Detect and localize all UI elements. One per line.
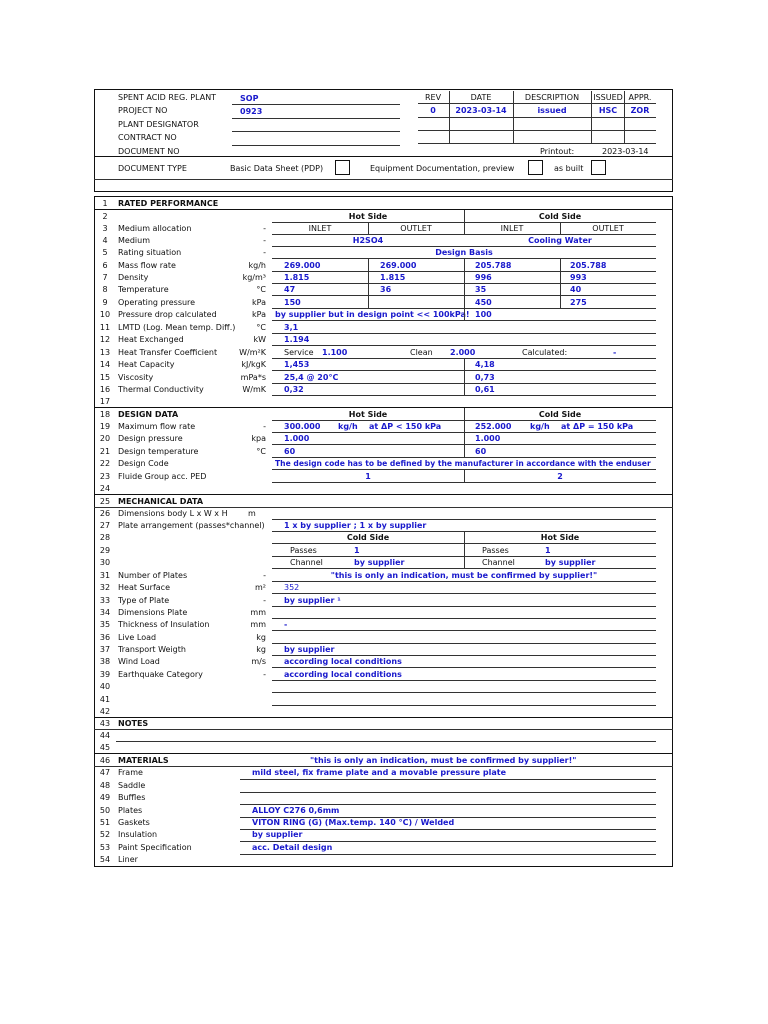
- channel-hot-label: Channel: [482, 558, 515, 567]
- htc-service-value: 1.100: [322, 348, 348, 357]
- row-number: 36: [99, 633, 111, 642]
- row-number: 53: [99, 843, 111, 852]
- section-title-rated: RATED PERFORMANCE: [118, 199, 219, 208]
- row-number: 1: [102, 199, 108, 208]
- row-number: 46: [99, 756, 111, 765]
- row-number: 21: [99, 447, 111, 456]
- row-number: 2: [102, 212, 108, 221]
- row-number: 52: [99, 830, 111, 839]
- design-pressure-unit: kpa: [251, 434, 266, 443]
- checkbox-as-built[interactable]: [591, 160, 606, 175]
- rated-row-unit: W/m²K: [239, 348, 266, 357]
- row-number: 6: [102, 261, 108, 270]
- cold-max-flow-unit: kg/h: [530, 422, 550, 431]
- section-title-materials: MATERIALS: [118, 756, 169, 765]
- rated-row-unit: °C: [256, 323, 266, 332]
- row-number: 41: [99, 695, 111, 704]
- row-number: 20: [99, 434, 111, 443]
- row-number: 27: [99, 521, 111, 530]
- mass-flow-cold-inlet: 205.788: [475, 261, 512, 270]
- rated-row-unit: kW: [253, 335, 266, 344]
- temp-hot-outlet: 36: [380, 285, 392, 294]
- hot-max-flow-condition: at ΔP < 150 kPa: [369, 422, 442, 431]
- channel-cold-value: by supplier: [354, 558, 405, 567]
- option-as-built: as built: [554, 164, 584, 173]
- passes-cold-value: 1: [354, 546, 360, 555]
- material-label: Frame: [118, 768, 143, 777]
- mech-row-label: Wind Load: [118, 657, 160, 666]
- row-number: 51: [99, 818, 111, 827]
- row-number: 40: [99, 682, 111, 691]
- section-title-mechanical: MECHANICAL DATA: [118, 497, 204, 506]
- rated-row-label: Medium: [118, 236, 150, 245]
- rated-row-label: Heat Transfer Coefficient: [118, 348, 218, 357]
- hot-inlet-heading: INLET: [308, 224, 332, 233]
- row-number: 24: [99, 484, 111, 493]
- channel-hot-value: by supplier: [545, 558, 596, 567]
- htc-service-label: Service: [284, 348, 314, 357]
- material-label: Gaskets: [118, 818, 150, 827]
- max-flow-label: Maximum flow rate: [118, 422, 196, 431]
- row-number: 14: [99, 360, 111, 369]
- hot-medium: H2SO4: [352, 236, 384, 245]
- mech-row-unit: kg: [256, 633, 266, 642]
- row-number: 23: [99, 472, 111, 481]
- heat-exchanged-value: 1.194: [284, 335, 310, 344]
- cold-max-flow-condition: at ΔP = 150 kPa: [561, 422, 634, 431]
- rated-row-label: Pressure drop calculated: [118, 310, 217, 319]
- printout-label: Printout:: [540, 147, 575, 156]
- material-label: Paint Specification: [118, 843, 192, 852]
- mech-row-label: Number of Plates: [118, 571, 188, 580]
- row-number: 45: [99, 743, 111, 752]
- doctype-label: DOCUMENT TYPE: [118, 164, 187, 173]
- row-number: 50: [99, 806, 111, 815]
- row-number: 33: [99, 596, 111, 605]
- section-title-design: DESIGN DATA: [118, 410, 179, 419]
- row-number: 3: [102, 224, 108, 233]
- temp-cold-inlet: 35: [475, 285, 487, 294]
- mech-row-value: 352: [284, 583, 300, 592]
- mech-row-unit: -: [263, 596, 266, 605]
- rated-row-label: LMTD (Log. Mean temp. Diff.): [118, 323, 236, 332]
- cold-side-heading: Cold Side: [538, 212, 582, 221]
- dimensions-body-label: Dimensions body L x W x H: [118, 509, 228, 518]
- rated-row-unit: mPa*s: [240, 373, 266, 382]
- passes-hot-label: Passes: [482, 546, 509, 555]
- density-hot-outlet: 1.815: [380, 273, 406, 282]
- rated-row-unit: kJ/kgK: [241, 360, 266, 369]
- rated-row-unit: -: [263, 236, 266, 245]
- row-number: 44: [99, 731, 111, 740]
- cold-fluid-group: 2: [557, 472, 563, 481]
- document-label: DOCUMENT NO: [118, 147, 180, 156]
- mass-flow-hot-inlet: 269.000: [284, 261, 321, 270]
- conductivity-cold: 0,61: [475, 385, 495, 394]
- row-number: 47: [99, 768, 111, 777]
- mech-row-unit: mm: [250, 608, 266, 617]
- channel-cold-label: Channel: [290, 558, 323, 567]
- row-number: 25: [99, 497, 111, 506]
- rated-row-unit: -: [263, 224, 266, 233]
- row-number: 18: [99, 410, 111, 419]
- mech-row-unit: m²: [255, 583, 266, 592]
- cold-design-temp: 60: [475, 447, 487, 456]
- designator-label: PLANT DESIGNATOR: [118, 120, 199, 129]
- rated-row-label: Viscosity: [118, 373, 154, 382]
- row-number: 48: [99, 781, 111, 790]
- viscosity-cold: 0,73: [475, 373, 495, 382]
- hot-max-flow: 300.000: [284, 422, 321, 431]
- row-number: 38: [99, 657, 111, 666]
- hot-outlet-heading: OUTLET: [400, 224, 432, 233]
- plant-label: SPENT ACID REG. PLANT: [118, 93, 217, 102]
- conductivity-hot: 0,32: [284, 385, 304, 394]
- mech-row-value: according local conditions: [284, 657, 402, 666]
- hot-design-temp: 60: [284, 447, 296, 456]
- material-value: mild steel, fix frame plate and a movable pressure plate: [252, 768, 506, 777]
- printout-value: 2023-03-14: [602, 147, 649, 156]
- row-number: 9: [102, 298, 108, 307]
- mech-row-label: Live Load: [118, 633, 157, 642]
- heat-capacity-cold: 4,18: [475, 360, 495, 369]
- row-number: 37: [99, 645, 111, 654]
- row-number: 22: [99, 459, 111, 468]
- material-label: Plates: [118, 806, 143, 815]
- mech-row-value: -: [284, 620, 288, 629]
- rated-row-label: Density: [118, 273, 149, 282]
- row-number: 31: [99, 571, 111, 580]
- mech-row-unit: -: [263, 571, 266, 580]
- hot-design-pressure: 1.000: [284, 434, 310, 443]
- density-hot-inlet: 1.815: [284, 273, 310, 282]
- cold-max-flow: 252.000: [475, 422, 512, 431]
- rated-row-label: Temperature: [118, 285, 169, 294]
- pressure-drop-cold: 100: [475, 310, 492, 319]
- rated-row-unit: °C: [256, 285, 266, 294]
- hot-fluid-group: 1: [365, 472, 371, 481]
- material-label: Insulation: [118, 830, 158, 839]
- htc-calc-value: -: [613, 348, 617, 357]
- max-flow-unit: -: [263, 422, 266, 431]
- pressure-cold-inlet: 450: [475, 298, 492, 307]
- fluid-group-label: Fluide Group acc. PED: [118, 472, 207, 481]
- mass-flow-hot-outlet: 269.000: [380, 261, 417, 270]
- material-value: acc. Detail design: [252, 843, 333, 852]
- design-pressure-label: Design pressure: [118, 434, 183, 443]
- row-number: 39: [99, 670, 111, 679]
- appr-value: ZOR: [630, 106, 650, 115]
- contract-label: CONTRACT NO: [118, 133, 177, 142]
- viscosity-hot: 25,4 @ 20°C: [284, 373, 339, 382]
- issued-value: HSC: [598, 106, 618, 115]
- material-label: Saddle: [118, 781, 146, 790]
- design-temp-unit: °C: [256, 447, 266, 456]
- pressure-cold-outlet: 275: [570, 298, 587, 307]
- mech-row-unit: mm: [250, 620, 266, 629]
- material-label: Liner: [118, 855, 138, 864]
- mech-row-label: Type of Plate: [118, 596, 170, 605]
- row-number: 30: [99, 558, 111, 567]
- hot-max-flow-unit: kg/h: [338, 422, 358, 431]
- temp-hot-inlet: 47: [284, 285, 296, 294]
- row-number: 8: [102, 285, 108, 294]
- rated-row-label: Heat Capacity: [118, 360, 175, 369]
- design-code-label: Design Code: [118, 459, 169, 468]
- row-number: 11: [99, 323, 111, 332]
- passes-cold-label: Passes: [290, 546, 317, 555]
- option-basic: Basic Data Sheet (PDP): [230, 164, 324, 173]
- row-number: 7: [102, 273, 108, 282]
- material-value: ALLOY C276 0,6mm: [252, 806, 340, 815]
- passes-hot-value: 1: [545, 546, 551, 555]
- lmtd-value: 3,1: [284, 323, 299, 332]
- mech-row-unit: -: [263, 670, 266, 679]
- rated-row-label: Operating pressure: [118, 298, 196, 307]
- row-number: 42: [99, 707, 111, 716]
- desc-label: DESCRIPTION: [524, 93, 580, 102]
- cold-outlet-heading: OUTLET: [592, 224, 624, 233]
- row-number: 5: [102, 248, 108, 257]
- row-number: 19: [99, 422, 111, 431]
- appr-label: APPR.: [628, 93, 652, 102]
- design-code-value: The design code has to be defined by the manufacturer in accordance with the enduser: [275, 459, 651, 468]
- row-number: 17: [99, 397, 111, 406]
- row-number: 43: [99, 719, 111, 728]
- rated-row-unit: kg/h: [248, 261, 266, 270]
- pressure-drop-hot: by supplier but in design point << 100kPa!: [275, 310, 470, 319]
- pressure-hot-inlet: 150: [284, 298, 301, 307]
- heat-capacity-hot: 1,453: [284, 360, 310, 369]
- rated-row-unit: kPa: [252, 310, 266, 319]
- design-hot-heading: Hot Side: [348, 410, 388, 419]
- mech-row-label: Thickness of Insulation: [118, 620, 210, 629]
- material-value: VITON RING (G) (Max.temp. 140 °C) / Welded: [252, 818, 455, 827]
- materials-indication-note: "this is only an indication, must be confirmed by supplier!": [310, 756, 577, 765]
- mech-row-label: Transport Weigth: [118, 645, 186, 654]
- dimensions-body-unit: m: [248, 509, 256, 518]
- date-value: 2023-03-14: [455, 106, 507, 115]
- row-number: 12: [99, 335, 111, 344]
- hot-side-heading: Hot Side: [348, 212, 388, 221]
- mech-row-unit: m/s: [251, 657, 266, 666]
- mech-row-value: by supplier: [284, 645, 335, 654]
- option-equipment: Equipment Documentation, preview: [370, 164, 515, 173]
- row-number: 4: [102, 236, 108, 245]
- rating-situation: Design Basis: [435, 248, 493, 257]
- design-cold-heading: Cold Side: [538, 410, 582, 419]
- mech-row-unit: kg: [256, 645, 266, 654]
- project-label: PROJECT NO: [118, 106, 168, 115]
- rated-row-label: Thermal Conductivity: [118, 385, 204, 394]
- rated-row-label: Rating situation: [118, 248, 182, 257]
- mech-row-label: Earthquake Category: [118, 670, 203, 679]
- rated-row-unit: -: [263, 248, 266, 257]
- row-number: 16: [99, 385, 111, 394]
- htc-clean-label: Clean: [410, 348, 433, 357]
- mech-row-label: Dimensions Plate: [118, 608, 188, 617]
- rated-row-unit: kg/m³: [242, 273, 266, 282]
- row-number: 15: [99, 373, 111, 382]
- date-label: DATE: [470, 93, 492, 102]
- row-number: 26: [99, 509, 111, 518]
- issued-label: ISSUED: [593, 93, 623, 102]
- row-number: 34: [99, 608, 111, 617]
- desc-value: issued: [537, 106, 567, 115]
- row-number: 29: [99, 546, 111, 555]
- row-number: 10: [99, 310, 111, 319]
- rated-row-label: Medium allocation: [118, 224, 192, 233]
- material-label: Buffles: [118, 793, 146, 802]
- row-number: 35: [99, 620, 111, 629]
- rated-row-unit: kPa: [252, 298, 266, 307]
- rated-row-label: Heat Exchanged: [118, 335, 184, 344]
- htc-calc-label: Calculated:: [522, 348, 568, 357]
- temp-cold-outlet: 40: [570, 285, 582, 294]
- design-temp-label: Design temperature: [118, 447, 199, 456]
- rated-row-unit: W/mK: [242, 385, 266, 394]
- row-number: 13: [99, 348, 111, 357]
- cold-inlet-heading: INLET: [500, 224, 524, 233]
- rev-value: 0: [430, 106, 436, 115]
- row-number: 49: [99, 793, 111, 802]
- row-number: 54: [99, 855, 111, 864]
- cold-design-pressure: 1.000: [475, 434, 501, 443]
- mass-flow-cold-outlet: 205.788: [570, 261, 607, 270]
- plate-arrangement-label: Plate arrangement (passes*channel): [118, 521, 265, 530]
- checkbox-basic[interactable]: [335, 160, 350, 175]
- plate-arrangement-value: 1 x by supplier ; 1 x by supplier: [284, 521, 427, 530]
- density-cold-inlet: 996: [475, 273, 492, 282]
- project-value: 0923: [240, 107, 263, 116]
- mech-cold-heading: Cold Side: [346, 533, 390, 542]
- rev-label: REV: [424, 93, 442, 102]
- mech-row-value: by supplier ¹: [284, 596, 341, 605]
- section-title-notes: NOTES: [118, 719, 149, 728]
- mech-hot-heading: Hot Side: [540, 533, 580, 542]
- density-cold-outlet: 993: [570, 273, 587, 282]
- mech-row-label: Heat Surface: [118, 583, 170, 592]
- cold-medium: Cooling Water: [528, 236, 592, 245]
- mech-indication-note: "this is only an indication, must be confirmed by supplier!": [330, 571, 598, 580]
- row-number: 28: [99, 533, 111, 542]
- plant-value: SOP: [240, 94, 259, 103]
- rated-row-label: Mass flow rate: [118, 261, 176, 270]
- checkbox-equipment[interactable]: [528, 160, 543, 175]
- mech-row-value: according local conditions: [284, 670, 402, 679]
- material-value: by supplier: [252, 830, 303, 839]
- htc-clean-value: 2.000: [450, 348, 476, 357]
- row-number: 32: [99, 583, 111, 592]
